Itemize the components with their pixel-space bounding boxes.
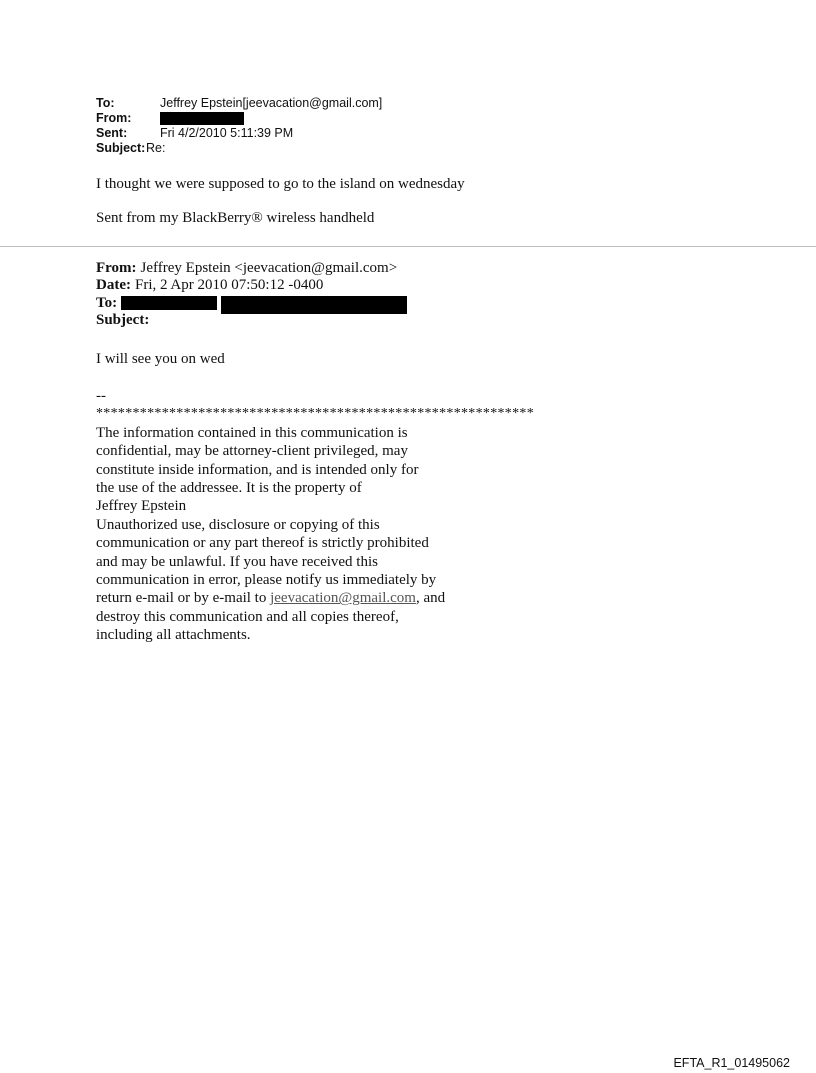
sent-label: Sent: bbox=[96, 126, 128, 140]
disclaimer-line bbox=[96, 589, 534, 607]
quoted-subject-row bbox=[96, 312, 407, 330]
to-row bbox=[96, 96, 382, 111]
disclaimer-line: including all attachments. bbox=[96, 627, 251, 644]
reply-signature: Sent from my BlackBerry® wireless handheld bbox=[96, 210, 375, 226]
quoted-date-label: Date: bbox=[96, 277, 131, 294]
quoted-header bbox=[96, 259, 407, 329]
disclaimer-line: constitute inside information, and is intended only for bbox=[96, 461, 419, 478]
section-divider bbox=[0, 246, 816, 247]
quoted-to-row bbox=[96, 294, 407, 312]
quoted-date-row bbox=[96, 277, 407, 295]
to-label: To: bbox=[96, 96, 115, 110]
disclaimer-line: destroy this communication and all copies thereof, bbox=[96, 608, 399, 625]
sent-value: Fri 4/2/2010 5:11:39 PM bbox=[160, 126, 294, 140]
quoted-body: I will see you on wed bbox=[96, 351, 225, 367]
disclaimer-line: communication or any part thereof is strictly prohibited bbox=[96, 535, 429, 552]
from-row bbox=[96, 111, 382, 126]
disclaimer-line: The information contained in this communication is bbox=[96, 424, 408, 441]
quoted-from-label: From: bbox=[96, 259, 137, 276]
signature-dashes: -- bbox=[96, 388, 106, 404]
subject-label: Subject: bbox=[96, 141, 146, 155]
reply-body: I thought we were supposed to go to the island on wednesday bbox=[96, 176, 465, 192]
redaction-box bbox=[221, 296, 407, 314]
redaction-box bbox=[121, 296, 217, 310]
disclaimer-block bbox=[96, 387, 534, 645]
quoted-subject-label: Subject: bbox=[96, 312, 150, 329]
disclaimer-line: communication in error, please notify us immediately by bbox=[96, 572, 437, 589]
disclaimer-line: confidential, may be attorney-client privileged, may bbox=[96, 443, 408, 460]
disclaimer-line: the use of the addressee. It is the property of bbox=[96, 480, 362, 497]
email-link[interactable]: jeevacation@gmail.com bbox=[270, 590, 416, 607]
subject-value: Re: bbox=[146, 141, 166, 155]
disclaimer-return-prefix: return e-mail or by e-mail to bbox=[96, 590, 271, 607]
asterisk-separator: ************************************************************ bbox=[96, 406, 534, 422]
disclaimer-line: Jeffrey Epstein bbox=[96, 498, 187, 515]
email-header bbox=[96, 96, 382, 156]
sent-row bbox=[96, 126, 382, 141]
quoted-to-label: To: bbox=[96, 294, 118, 311]
quoted-from-row bbox=[96, 259, 407, 277]
redaction-box bbox=[160, 112, 244, 125]
subject-row bbox=[96, 141, 382, 156]
quoted-date-value: Fri, 2 Apr 2010 07:50:12 -0400 bbox=[134, 277, 324, 294]
disclaimer-return-suffix: , and bbox=[415, 590, 446, 607]
from-label: From: bbox=[96, 111, 132, 125]
to-value: Jeffrey Epstein[jeevacation@gmail.com] bbox=[160, 96, 383, 110]
document-id: EFTA_R1_01495062 bbox=[673, 1056, 790, 1070]
disclaimer-line: Unauthorized use, disclosure or copying of this bbox=[96, 516, 380, 533]
quoted-from-value: Jeffrey Epstein <jeevacation@gmail.com> bbox=[140, 259, 398, 276]
disclaimer-line: and may be unlawful. If you have received this bbox=[96, 553, 378, 570]
